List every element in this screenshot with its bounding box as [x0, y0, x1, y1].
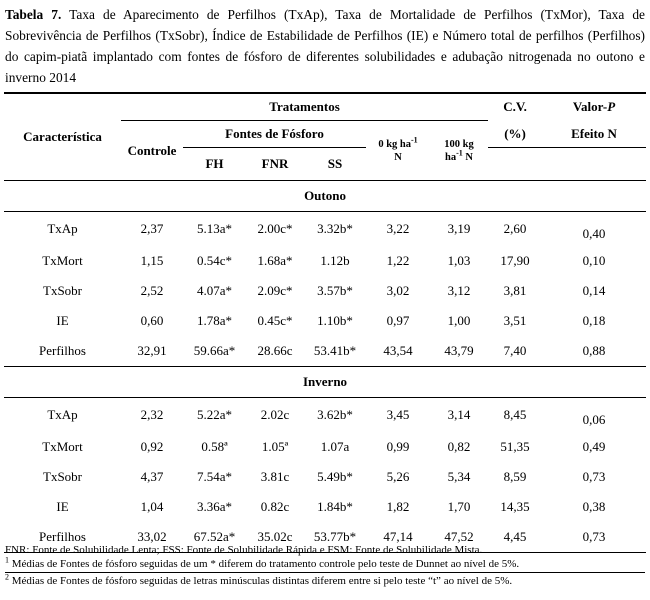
cell-p: 0,73 [582, 469, 606, 484]
footnote-3-sup: 2 [5, 572, 9, 582]
cell-n0: 43,54 [383, 343, 413, 358]
cell-controle: 2,52 [140, 283, 164, 298]
cell-n100: 0,82 [447, 439, 471, 454]
cell-p: 0,40 [582, 226, 606, 241]
table-row [4, 276, 646, 306]
cell-fh: 5.22a* [196, 407, 233, 422]
cell-char: TxSobr [43, 469, 82, 484]
cell-p: 0,06 [582, 412, 606, 427]
header-n100-unit: N [462, 151, 473, 163]
cell-fh: 1.78a* [196, 313, 233, 328]
season-label: Outono [4, 181, 646, 212]
footnote-3-text: Médias de Fontes de fósforo seguidas de letras minúsculas distintas diferem entre si pelo teste “t” ao nível de 5%. [9, 575, 513, 587]
cell-fh: 0.54c* [196, 253, 233, 268]
season-label: Inverno [4, 367, 646, 398]
cell-char: IE [56, 499, 69, 514]
header-empty-p [542, 148, 646, 181]
cell-ss: 3.32b* [317, 221, 353, 236]
cell-fnr: 35.02c [246, 522, 304, 553]
header-fh: FH [205, 156, 224, 171]
header-n0-unit: N [394, 151, 402, 163]
cell-cv: 3,51 [503, 313, 527, 328]
cell-ss: 53.41b* [313, 343, 357, 358]
cell-ss: 1.10b* [317, 313, 353, 328]
table-row [4, 432, 646, 462]
table-row [4, 246, 646, 276]
header-empty-cv [488, 148, 542, 181]
cell-cv: 51,35 [500, 439, 530, 454]
header-cv: C.V. [488, 93, 542, 121]
caption-text: Taxa de Aparecimento de Perfilhos (TxAp), Taxa de Mortalidade de Perfilhos (TxMor), Taxa de Sobrevivência de Perfilhos (TxSobr), Índice de Estabilidade de Perfilhos (IE) e Número total de perfilhos (Perfilhos) do capim-piatã implantado com fontes de fósforo de diferentes solubilidades e adubação nitrogenada no outono e inverno 2014 [5, 7, 646, 85]
header-cv-unit: (%) [488, 121, 542, 148]
cell-cv: 4,45 [488, 522, 542, 553]
cell-ss: 5.49b* [317, 469, 353, 484]
header-row-1 [4, 93, 646, 121]
header-valor-p [542, 93, 646, 121]
table-row [4, 212, 646, 247]
cell-controle: 0,60 [140, 313, 164, 328]
cell-n100: 1,00 [447, 313, 471, 328]
cell-fh: 0.58ª [201, 439, 228, 454]
cell-p: 0,88 [582, 343, 606, 358]
cell-fh: 7.54a* [196, 469, 233, 484]
cell-char: IE [56, 313, 69, 328]
cell-n0: 3,45 [386, 407, 410, 422]
cell-n100: 1,70 [447, 499, 471, 514]
cell-char: Perfilhos [4, 522, 121, 553]
header-valor-p-text: Valor- [572, 99, 608, 115]
cell-ss: 3.62b* [317, 407, 353, 422]
cell-char: TxMort [42, 253, 83, 268]
cell-cv: 3,81 [503, 283, 527, 298]
cell-fnr: 3.81c [260, 469, 290, 484]
header-ss: SS [327, 156, 343, 171]
cell-ss: 53.77b* [304, 522, 366, 553]
header-fontes-fosforo: Fontes de Fósforo [183, 121, 366, 148]
cell-controle: 33,02 [121, 522, 183, 553]
header-tratamentos: Tratamentos [121, 93, 488, 121]
header-n0-label: 0 kg ha [378, 138, 411, 150]
season-row [4, 367, 646, 398]
cell-n0: 5,26 [386, 469, 410, 484]
cell-controle: 2,37 [140, 221, 164, 236]
cell-char: Perfilhos [39, 343, 86, 358]
cell-controle: 32,91 [137, 343, 167, 358]
footnotes [5, 543, 645, 588]
cell-p: 0,38 [582, 499, 606, 514]
cell-fh: 3.36a* [196, 499, 233, 514]
cell-p: 0,14 [582, 283, 606, 298]
cell-n100: 5,34 [447, 469, 471, 484]
cell-p: 0,49 [582, 439, 606, 454]
cell-n100: 3,12 [447, 283, 471, 298]
cell-ss: 1.84b* [317, 499, 353, 514]
cell-cv: 17,90 [500, 253, 530, 268]
cell-n0: 3,02 [386, 283, 410, 298]
cell-controle: 2,32 [140, 407, 164, 422]
cell-fnr: 0.82c [260, 499, 290, 514]
cell-cv: 8,59 [503, 469, 527, 484]
header-n0 [366, 121, 430, 181]
cell-fh: 59.66a* [193, 343, 236, 358]
table-row [4, 306, 646, 336]
cell-cv: 14,35 [500, 499, 530, 514]
cell-n100: 3,14 [447, 407, 471, 422]
cell-fnr: 1.68a* [257, 253, 293, 268]
cell-n100: 43,79 [444, 343, 474, 358]
cell-p: 0,18 [582, 313, 606, 328]
cell-controle: 0,92 [140, 439, 164, 454]
cell-n100: 1,03 [447, 253, 471, 268]
cell-char: TxAp [47, 407, 78, 422]
cell-n100: 47,52 [430, 522, 488, 553]
footnote-2-sup: 1 [5, 555, 9, 565]
cell-fh: 4.07a* [196, 283, 233, 298]
header-n100-sup: -1 [456, 148, 463, 157]
header-n100-ha: ha [445, 151, 457, 163]
cell-ss: 3.57b* [317, 283, 353, 298]
cell-n0: 0,99 [386, 439, 410, 454]
cell-controle: 1,04 [140, 499, 164, 514]
cell-n0: 1,82 [386, 499, 410, 514]
season-row [4, 181, 646, 212]
header-n100 [430, 121, 488, 181]
cell-n0: 47,14 [366, 522, 430, 553]
header-n0-sup: -1 [411, 135, 418, 144]
cell-n0: 0,97 [386, 313, 410, 328]
header-controle: Controle [121, 121, 183, 181]
cell-controle: 1,15 [140, 253, 164, 268]
cell-cv: 8,45 [503, 407, 527, 422]
cell-char: TxSobr [43, 283, 82, 298]
header-n100-label: 100 kg [444, 138, 474, 150]
cell-p: 0,73 [542, 522, 646, 553]
cell-cv: 7,40 [503, 343, 527, 358]
cell-fnr: 2.02c [260, 407, 290, 422]
cell-fnr: 28.66c [257, 343, 293, 358]
table-row [4, 398, 646, 433]
footnote-1: FNR: Fonte de Solubilidade Lenta; FSS: Fonte de Solubilidade Rápida e FSM: Fonte de Solubilidade Mista. [5, 544, 483, 556]
footnote-2-text: Médias de Fontes de fósforo seguidas de um * diferem do tratamento controle pelo teste de Dunnet ao nível de 5%. [9, 558, 520, 570]
footnote-2 [5, 557, 645, 571]
cell-fnr: 2.09c* [257, 283, 293, 298]
cell-n0: 1,22 [386, 253, 410, 268]
cell-fnr: 2.00c* [257, 221, 293, 236]
header-caracteristica: Característica [4, 93, 121, 181]
header-efeito-n: Efeito N [542, 121, 646, 148]
table-row [4, 462, 646, 492]
table-row [4, 492, 646, 522]
cell-n0: 3,22 [386, 221, 410, 236]
footnote-3 [5, 572, 645, 588]
cell-fnr: 1.05ª [261, 439, 289, 454]
cell-fh: 67.52a* [183, 522, 246, 553]
header-fnr: FNR [261, 156, 289, 171]
cell-fh: 5.13a* [196, 221, 233, 236]
cell-ss: 1.12b [320, 253, 350, 268]
cell-controle: 4,37 [140, 469, 164, 484]
cell-char: TxMort [42, 439, 83, 454]
header-valor-p-italic: P [607, 99, 616, 115]
data-table [4, 92, 646, 553]
cell-cv: 2,60 [503, 221, 527, 236]
cell-ss: 1.07a [320, 439, 350, 454]
cell-n100: 3,19 [447, 221, 471, 236]
cell-fnr: 0.45c* [257, 313, 293, 328]
cell-char: TxAp [47, 221, 78, 236]
table-caption [5, 4, 645, 88]
caption-label: Tabela 7. [5, 7, 62, 22]
cell-p: 0,10 [582, 253, 606, 268]
table-row [4, 336, 646, 367]
